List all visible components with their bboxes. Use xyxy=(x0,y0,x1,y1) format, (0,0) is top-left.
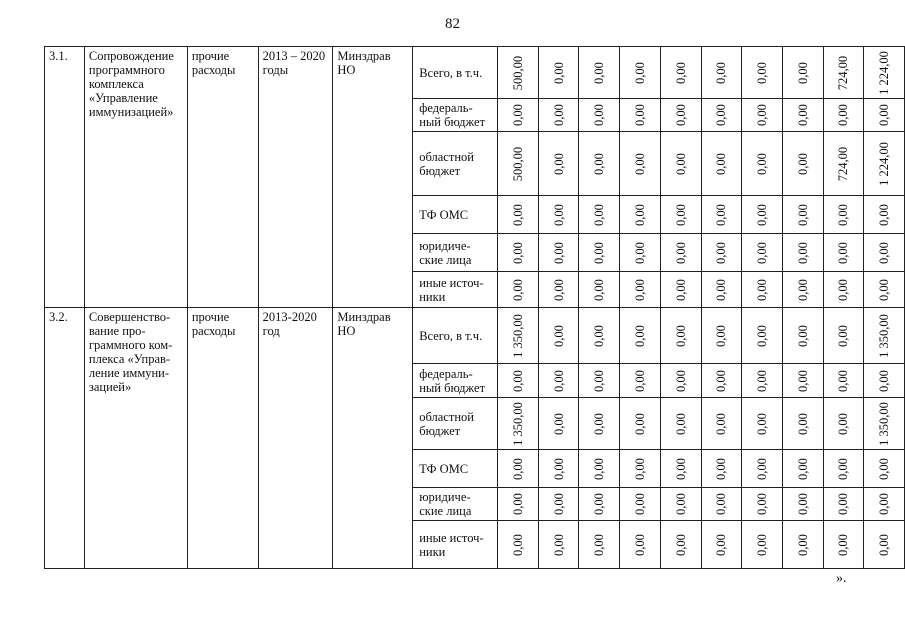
expense-type-cell xyxy=(187,47,258,308)
amount-value: 0,00 xyxy=(673,493,688,515)
amount-value: 0,00 xyxy=(795,412,810,435)
value-cell xyxy=(782,364,823,398)
value-cell xyxy=(864,196,905,234)
value-cell xyxy=(620,308,661,364)
row-number-cell xyxy=(45,47,85,308)
value-cell xyxy=(538,196,579,234)
amount-value: 0,00 xyxy=(592,324,607,347)
amount-value: 1 350,00 xyxy=(877,313,892,358)
value-cell xyxy=(620,450,661,488)
amount-value: 0,00 xyxy=(673,241,688,264)
source-label: Всего, в т.ч. xyxy=(413,308,498,364)
amount-value: 0,00 xyxy=(510,104,525,126)
amount-value: 0,00 xyxy=(714,241,729,264)
amount-value: 0,00 xyxy=(836,457,851,480)
value-cell xyxy=(782,132,823,196)
amount-value: 0,00 xyxy=(673,457,688,480)
executor: Минздрав НО xyxy=(337,49,391,77)
value-cell xyxy=(579,521,620,569)
value-cell xyxy=(782,99,823,132)
amount-value: 0,00 xyxy=(755,457,770,480)
amount-value: 0,00 xyxy=(673,203,688,226)
value-cell xyxy=(864,488,905,521)
value-cell xyxy=(742,132,783,196)
amount-value: 0,00 xyxy=(632,493,647,515)
amount-value: 0,00 xyxy=(592,412,607,435)
amount-value: 0,00 xyxy=(755,278,770,301)
value-cell xyxy=(538,99,579,132)
value-cell xyxy=(579,398,620,450)
value-cell xyxy=(498,99,539,132)
value-cell xyxy=(660,521,701,569)
amount-value: 0,00 xyxy=(551,278,566,301)
value-cell xyxy=(823,47,864,99)
value-cell xyxy=(864,47,905,99)
amount-value: 1 350,00 xyxy=(510,313,525,358)
value-cell xyxy=(742,308,783,364)
value-cell xyxy=(538,47,579,99)
table-row xyxy=(45,308,905,364)
amount-value: 0,00 xyxy=(755,412,770,435)
amount-value: 0,00 xyxy=(673,278,688,301)
value-cell xyxy=(498,488,539,521)
value-cell xyxy=(782,234,823,272)
amount-value: 0,00 xyxy=(755,324,770,347)
value-cell xyxy=(782,521,823,569)
value-cell xyxy=(701,272,742,308)
amount-value: 0,00 xyxy=(592,241,607,264)
amount-value: 0,00 xyxy=(755,104,770,126)
value-cell xyxy=(742,196,783,234)
value-cell xyxy=(701,308,742,364)
amount-value: 0,00 xyxy=(714,278,729,301)
value-cell xyxy=(538,488,579,521)
table-row xyxy=(45,47,905,99)
value-cell xyxy=(701,488,742,521)
value-cell xyxy=(823,364,864,398)
amount-value: 1 350,00 xyxy=(877,401,892,446)
amount-value: 0,00 xyxy=(510,493,525,515)
value-cell xyxy=(742,398,783,450)
value-cell xyxy=(620,196,661,234)
value-cell xyxy=(620,272,661,308)
source-label: областной бюджет xyxy=(413,132,498,196)
amount-value: 0,00 xyxy=(632,412,647,435)
value-cell xyxy=(498,364,539,398)
value-cell xyxy=(782,488,823,521)
value-cell xyxy=(701,364,742,398)
value-cell xyxy=(823,272,864,308)
amount-value: 500,00 xyxy=(510,55,525,90)
amount-value: 0,00 xyxy=(632,104,647,126)
value-cell xyxy=(782,196,823,234)
amount-value: 0,00 xyxy=(836,369,851,392)
amount-value: 1 224,00 xyxy=(877,141,892,186)
amount-value: 0,00 xyxy=(673,324,688,347)
amount-value: 0,00 xyxy=(592,493,607,515)
value-cell xyxy=(579,47,620,99)
row-number: 3.1. xyxy=(49,49,68,63)
amount-value: 0,00 xyxy=(795,533,810,556)
amount-value: 0,00 xyxy=(795,152,810,175)
value-cell xyxy=(742,364,783,398)
amount-value: 0,00 xyxy=(632,241,647,264)
amount-value: 0,00 xyxy=(551,241,566,264)
amount-value: 0,00 xyxy=(877,241,892,264)
amount-value: 0,00 xyxy=(836,278,851,301)
value-cell xyxy=(701,47,742,99)
source-label: иные источ-ники xyxy=(413,521,498,569)
value-cell xyxy=(742,234,783,272)
value-cell xyxy=(660,272,701,308)
value-cell xyxy=(864,450,905,488)
value-cell xyxy=(620,234,661,272)
value-cell xyxy=(742,488,783,521)
value-cell xyxy=(742,272,783,308)
value-cell xyxy=(579,488,620,521)
value-cell xyxy=(823,450,864,488)
amount-value: 0,00 xyxy=(632,152,647,175)
value-cell xyxy=(823,488,864,521)
amount-value: 0,00 xyxy=(795,369,810,392)
amount-value: 1 224,00 xyxy=(877,50,892,95)
amount-value: 0,00 xyxy=(877,278,892,301)
amount-value: 0,00 xyxy=(592,457,607,480)
amount-value: 0,00 xyxy=(755,493,770,515)
value-cell xyxy=(660,488,701,521)
amount-value: 0,00 xyxy=(877,104,892,126)
closing-quote: ». xyxy=(836,571,847,586)
value-cell xyxy=(823,132,864,196)
value-cell xyxy=(498,308,539,364)
amount-value: 0,00 xyxy=(714,61,729,84)
value-cell xyxy=(742,99,783,132)
amount-value: 0,00 xyxy=(632,61,647,84)
value-cell xyxy=(538,521,579,569)
amount-value: 0,00 xyxy=(795,493,810,515)
amount-value: 0,00 xyxy=(836,533,851,556)
value-cell xyxy=(782,272,823,308)
measure-name-cell xyxy=(84,47,187,308)
amount-value: 0,00 xyxy=(755,533,770,556)
value-cell xyxy=(498,132,539,196)
value-cell xyxy=(498,521,539,569)
value-cell xyxy=(701,450,742,488)
value-cell xyxy=(579,196,620,234)
amount-value: 0,00 xyxy=(551,152,566,175)
value-cell xyxy=(579,272,620,308)
period-cell xyxy=(258,47,333,308)
executor-cell xyxy=(333,47,413,308)
expense-type: прочие расходы xyxy=(191,310,236,338)
amount-value: 0,00 xyxy=(877,533,892,556)
value-cell xyxy=(620,521,661,569)
amount-value: 0,00 xyxy=(795,457,810,480)
amount-value: 500,00 xyxy=(510,146,525,181)
source-label: федераль-ный бюджет xyxy=(413,364,498,398)
amount-value: 724,00 xyxy=(836,55,851,90)
value-cell xyxy=(864,364,905,398)
amount-value: 0,00 xyxy=(836,324,851,347)
value-cell xyxy=(538,234,579,272)
value-cell xyxy=(538,364,579,398)
value-cell xyxy=(701,132,742,196)
expense-type-cell xyxy=(187,308,258,569)
value-cell xyxy=(701,398,742,450)
value-cell xyxy=(660,99,701,132)
value-cell xyxy=(498,398,539,450)
value-cell xyxy=(864,234,905,272)
value-cell xyxy=(864,398,905,450)
amount-value: 0,00 xyxy=(795,278,810,301)
amount-value: 0,00 xyxy=(592,61,607,84)
value-cell xyxy=(701,196,742,234)
amount-value: 0,00 xyxy=(592,152,607,175)
amount-value: 724,00 xyxy=(836,146,851,181)
value-cell xyxy=(660,196,701,234)
value-cell xyxy=(498,47,539,99)
value-cell xyxy=(823,196,864,234)
amount-value: 0,00 xyxy=(632,369,647,392)
value-cell xyxy=(538,450,579,488)
value-cell xyxy=(701,234,742,272)
value-cell xyxy=(538,272,579,308)
amount-value: 0,00 xyxy=(795,203,810,226)
amount-value: 0,00 xyxy=(551,324,566,347)
value-cell xyxy=(620,364,661,398)
value-cell xyxy=(701,99,742,132)
amount-value: 0,00 xyxy=(673,412,688,435)
executor-cell xyxy=(333,308,413,569)
amount-value: 0,00 xyxy=(836,412,851,435)
amount-value: 0,00 xyxy=(592,203,607,226)
amount-value: 0,00 xyxy=(673,104,688,126)
amount-value: 0,00 xyxy=(510,533,525,556)
amount-value: 0,00 xyxy=(510,369,525,392)
value-cell xyxy=(864,308,905,364)
value-cell xyxy=(823,234,864,272)
value-cell xyxy=(823,398,864,450)
period: 2013-2020 год xyxy=(262,310,317,338)
amount-value: 0,00 xyxy=(551,369,566,392)
value-cell xyxy=(660,132,701,196)
value-cell xyxy=(660,234,701,272)
value-cell xyxy=(782,398,823,450)
amount-value: 0,00 xyxy=(714,152,729,175)
amount-value: 0,00 xyxy=(673,533,688,556)
value-cell xyxy=(864,521,905,569)
value-cell xyxy=(742,521,783,569)
value-cell xyxy=(742,47,783,99)
value-cell xyxy=(823,521,864,569)
value-cell xyxy=(660,450,701,488)
value-cell xyxy=(660,364,701,398)
value-cell xyxy=(620,132,661,196)
amount-value: 0,00 xyxy=(877,203,892,226)
amount-value: 0,00 xyxy=(714,203,729,226)
amount-value: 0,00 xyxy=(551,493,566,515)
amount-value: 0,00 xyxy=(877,457,892,480)
amount-value: 0,00 xyxy=(592,104,607,126)
value-cell xyxy=(579,132,620,196)
value-cell xyxy=(742,450,783,488)
amount-value: 0,00 xyxy=(551,533,566,556)
amount-value: 0,00 xyxy=(836,493,851,515)
amount-value: 0,00 xyxy=(673,369,688,392)
amount-value: 0,00 xyxy=(632,457,647,480)
value-cell xyxy=(620,488,661,521)
amount-value: 0,00 xyxy=(592,369,607,392)
value-cell xyxy=(498,196,539,234)
amount-value: 0,00 xyxy=(673,152,688,175)
value-cell xyxy=(579,364,620,398)
value-cell xyxy=(660,398,701,450)
amount-value: 0,00 xyxy=(632,533,647,556)
value-cell xyxy=(620,47,661,99)
source-label: областной бюджет xyxy=(413,398,498,450)
amount-value: 0,00 xyxy=(551,412,566,435)
amount-value: 0,00 xyxy=(592,533,607,556)
source-label: Всего, в т.ч. xyxy=(413,47,498,99)
budget-table xyxy=(44,46,905,569)
amount-value: 1 350,00 xyxy=(510,401,525,446)
value-cell xyxy=(782,450,823,488)
amount-value: 0,00 xyxy=(795,241,810,264)
amount-value: 0,00 xyxy=(592,278,607,301)
value-cell xyxy=(579,234,620,272)
amount-value: 0,00 xyxy=(632,203,647,226)
value-cell xyxy=(823,308,864,364)
source-label: ТФ ОМС xyxy=(413,450,498,488)
period: 2013 – 2020 годы xyxy=(262,49,326,77)
amount-value: 0,00 xyxy=(510,241,525,264)
amount-value: 0,00 xyxy=(510,457,525,480)
amount-value: 0,00 xyxy=(836,241,851,264)
value-cell xyxy=(579,308,620,364)
executor: Минздрав НО xyxy=(337,310,391,338)
amount-value: 0,00 xyxy=(551,203,566,226)
row-number: 3.2. xyxy=(49,310,68,324)
measure-name-cell xyxy=(84,308,187,569)
source-label: иные источ-ники xyxy=(413,272,498,308)
amount-value: 0,00 xyxy=(632,278,647,301)
amount-value: 0,00 xyxy=(755,152,770,175)
amount-value: 0,00 xyxy=(714,457,729,480)
value-cell xyxy=(782,47,823,99)
value-cell xyxy=(498,234,539,272)
value-cell xyxy=(864,99,905,132)
value-cell xyxy=(579,450,620,488)
value-cell xyxy=(538,132,579,196)
amount-value: 0,00 xyxy=(755,241,770,264)
value-cell xyxy=(579,99,620,132)
value-cell xyxy=(782,308,823,364)
amount-value: 0,00 xyxy=(755,203,770,226)
amount-value: 0,00 xyxy=(714,324,729,347)
amount-value: 0,00 xyxy=(755,369,770,392)
amount-value: 0,00 xyxy=(714,493,729,515)
amount-value: 0,00 xyxy=(551,457,566,480)
value-cell xyxy=(660,47,701,99)
source-label: федераль-ный бюджет xyxy=(413,99,498,132)
value-cell xyxy=(701,521,742,569)
amount-value: 0,00 xyxy=(673,61,688,84)
amount-value: 0,00 xyxy=(714,533,729,556)
row-number-cell xyxy=(45,308,85,569)
source-label: ТФ ОМС xyxy=(413,196,498,234)
amount-value: 0,00 xyxy=(551,104,566,126)
value-cell xyxy=(620,398,661,450)
amount-value: 0,00 xyxy=(836,104,851,126)
value-cell xyxy=(538,398,579,450)
value-cell xyxy=(660,308,701,364)
amount-value: 0,00 xyxy=(795,61,810,84)
amount-value: 0,00 xyxy=(510,203,525,226)
amount-value: 0,00 xyxy=(714,369,729,392)
amount-value: 0,00 xyxy=(714,412,729,435)
value-cell xyxy=(538,308,579,364)
value-cell xyxy=(864,132,905,196)
amount-value: 0,00 xyxy=(551,61,566,84)
value-cell xyxy=(823,99,864,132)
source-label: юридиче-ские лица xyxy=(413,234,498,272)
amount-value: 0,00 xyxy=(714,104,729,126)
amount-value: 0,00 xyxy=(510,278,525,301)
amount-value: 0,00 xyxy=(795,324,810,347)
amount-value: 0,00 xyxy=(632,324,647,347)
amount-value: 0,00 xyxy=(755,61,770,84)
value-cell xyxy=(498,450,539,488)
amount-value: 0,00 xyxy=(836,203,851,226)
value-cell xyxy=(620,99,661,132)
measure-name: Сопровождение программного комплекса «Управление иммунизацией» xyxy=(88,49,174,119)
value-cell xyxy=(864,272,905,308)
amount-value: 0,00 xyxy=(877,493,892,515)
period-cell xyxy=(258,308,333,569)
expense-type: прочие расходы xyxy=(191,49,236,77)
amount-value: 0,00 xyxy=(877,369,892,392)
amount-value: 0,00 xyxy=(795,104,810,126)
page-number: 82 xyxy=(445,16,460,32)
source-label: юридиче-ские лица xyxy=(413,488,498,521)
value-cell xyxy=(498,272,539,308)
measure-name: Совершенство-вание про-граммного ком-плекса «Управ-ление иммуни-зацией» xyxy=(88,310,173,394)
